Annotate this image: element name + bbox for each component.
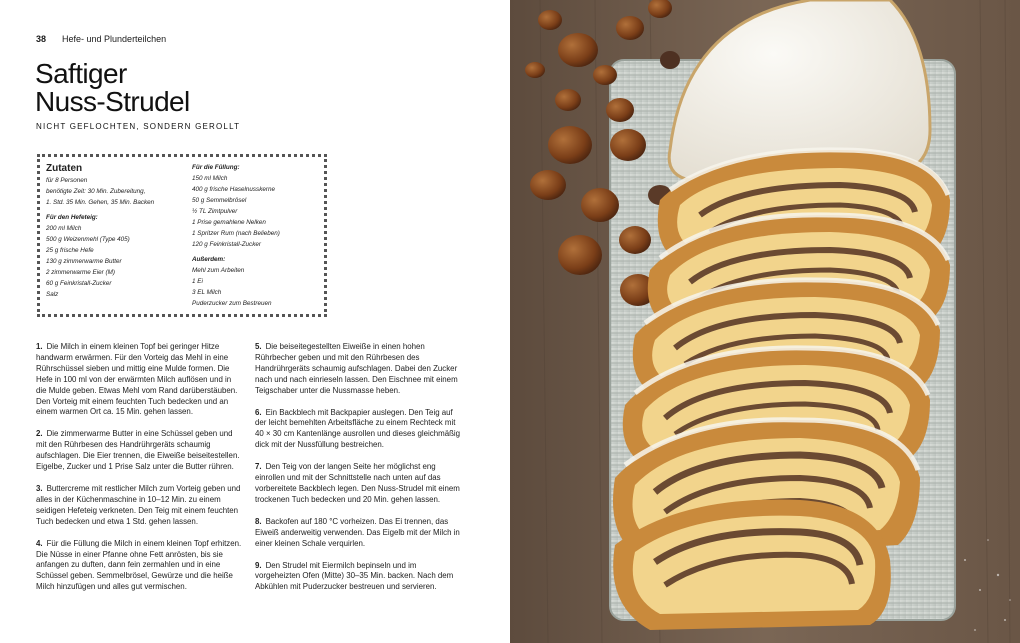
ingredients-column-right	[192, 162, 324, 309]
step-3: 3. Buttercreme mit restlicher Milch zum Vorteig geben und alles in der Küchenmaschine in 10–12 Min. zu einem seidigen Hefeteig verkneten. Den Teig mit einem feuchten Tuch bedecken und etwa 1 Std. gehen lassen.	[36, 483, 241, 526]
steps-column-right	[255, 342, 461, 604]
step-1: 1. Die Milch in einem kleinen Topf bei geringer Hitze handwarm erwärmen. Für den Vorteig das Mehl in eine Rührschüssel sieben und mittig eine Mulde formen. Die Hefe in 100 ml von der erwärmten Milch auflösen und in die Mulde geben. Etwas Mehl vom Rand darüberstäuben. Den Vorteig mit einem feuchten Tuch bedecken und an einem warmen Ort ca. 15 Min. gehen lassen.	[36, 342, 238, 417]
ingredient-item: 2 zimmerwarme Eier (M)	[46, 269, 115, 276]
time-line-1: benötigte Zeit: 30 Min. Zubereitung,	[46, 188, 146, 195]
dough-heading: Für den Hefeteig:	[46, 214, 98, 221]
filling-heading: Für die Füllung:	[192, 164, 240, 171]
ingredient-item: 25 g frische Hefe	[46, 247, 94, 254]
step-7: 7. Den Teig von der langen Seite her möglichst eng einrollen und mit der Schnittstelle nach unten auf das vorbereitete Backblech legen. Den Nuss-Strudel mit einem trockenen Tuch bedecken und 20 Min. gehen lassen.	[255, 462, 460, 504]
page-number: 38	[36, 34, 47, 44]
nut-strudel-photo	[510, 0, 1020, 643]
ingredient-item: 3 EL Milch	[192, 289, 222, 296]
time-line-2: 1. Std. 35 Min. Gehen, 35 Min. Backen	[46, 199, 155, 206]
ingredient-item: 130 g zimmerwarme Butter	[46, 258, 122, 265]
ingredient-item: 1 Prise gemahlene Nelken	[192, 219, 266, 226]
ingredient-item: 500 g Weizenmehl (Type 405)	[46, 236, 130, 243]
recipe-title-line-1: Saftiger	[35, 58, 127, 89]
ingredient-item: 1 Spritzer Rum (nach Belieben)	[192, 230, 280, 237]
ingredient-item: 400 g frische Haselnusskerne	[192, 186, 275, 193]
ingredients-column-left	[46, 162, 186, 300]
ingredient-item: Salz	[46, 291, 59, 298]
ingredient-item: 200 ml Milch	[46, 225, 82, 232]
step-5: 5. Die beiseitegestellten Eiweiße in einen hohen Rührbecher geben und mit den Rührbesen des Handrührgeräts schaumig aufschlagen. Dabei den Zucker nach und nach einrieseln lassen. Den Eischnee mit einem Teigschaber unter die Nussmasse heben.	[255, 342, 458, 395]
ingredient-item: ½ TL Zimtpulver	[192, 208, 238, 215]
recipe-title	[35, 60, 190, 116]
step-2: 2. Die zimmerwarme Butter in eine Schüssel geben und mit den Rührbesen des Handrührgeräts schaumig aufschlagen. Die Eier trennen, die Eiweiße beiseitestellen. Eigelbe, Zucker und 1 Prise Salz unter die Butter rühren.	[36, 429, 240, 472]
step-9: 9. Den Strudel mit Eiermilch bepinseln und im vorgeheizten Ofen (Mitte) 30–35 Min. backen. Nach dem Abkühlen mit Puderzucker bestreuen und servieren.	[255, 560, 454, 592]
recipe-subtitle: NICHT GEFLOCHTEN, SONDERN GEROLLT	[36, 122, 241, 131]
section-title: Hefe- und Plunderteilchen	[62, 34, 167, 44]
ingredient-item: 60 g Feinkristall-Zucker	[46, 280, 112, 287]
ingredient-item: Mehl zum Arbeiten	[192, 267, 245, 274]
food-photo	[510, 0, 1020, 643]
step-4: 4. Für die Füllung die Milch in einem kleinen Topf erhitzen. Die Nüsse in einer Pfanne ohne Fett anrösten, bis sie anfangen zu duften, dann fein zermahlen und in eine Schüssel geben. Semmelbrösel, Gewürze und die heiße Milch hinzufügen und alles gut vermischen.	[36, 538, 242, 592]
step-6: 6. Ein Backblech mit Backpapier auslegen. Den Teig auf der leicht bemehlten Arbeitsfläche zu einem Rechteck mit 40 × 30 cm Kantenlänge ausrollen und dieses gleichmäßig dick mit der Nussfüllung bestreichen.	[255, 407, 461, 450]
ingredients-heading: Zutaten	[46, 163, 83, 174]
ingredients-box	[37, 154, 327, 317]
ingredient-item: 1 Ei	[192, 278, 203, 285]
extras-heading: Außerdem:	[192, 256, 226, 263]
running-head	[36, 34, 166, 44]
step-8: 8. Backofen auf 180 °C vorheizen. Das Ei trennen, das Eiweiß anderweitig verwenden. Das Eigelb mit der Milch in einer kleinen Schale verquirlen.	[255, 516, 460, 548]
servings: für 8 Personen	[46, 177, 88, 184]
ingredient-item: 120 g Feinkristall-Zucker	[192, 241, 261, 248]
ingredient-item: 50 g Semmelbrösel	[192, 197, 247, 204]
ingredient-item: Puderzucker zum Bestreuen	[192, 300, 272, 307]
steps-column-left	[36, 342, 242, 604]
recipe-title-line-2: Nuss-Strudel	[35, 86, 190, 117]
ingredient-item: 150 ml Milch	[192, 175, 228, 182]
